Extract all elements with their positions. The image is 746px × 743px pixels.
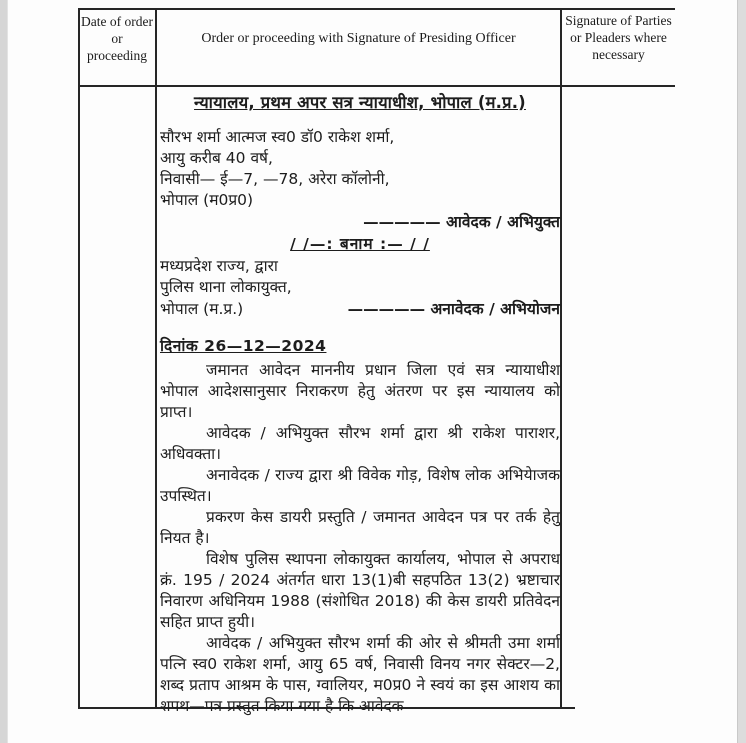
signature-column-empty bbox=[563, 90, 673, 705]
applicant-line: निवासी— ई—7, —78, अरेरा कॉलोनी, bbox=[160, 170, 390, 188]
table-header-bottom-border bbox=[78, 85, 675, 87]
header-date-of-order: Date of order or proceeding bbox=[81, 14, 153, 63]
order-paragraph: आवेदक / अभियुक्त सौरभ शर्मा की ओर से श्रीमती उमा शर्मा पत्नि स्व0 राकेश शर्मा, आयु 65 वर्ष, निवासी विनय नगर सेक्टर—2, शब्द प्रताप आश्रम के पास, ग्वालियर, म0प्र0 ने स्वयं का इस आशय का शपथ—पत्र प्रस्तुत किया गया है कि आवेदक bbox=[160, 634, 560, 715]
respondent-city-row bbox=[160, 298, 560, 321]
respondent-line: मध्यप्रदेश राज्य, द्वारा bbox=[160, 257, 278, 275]
applicant-line: भोपाल (म0प्र0) bbox=[160, 191, 254, 209]
order-paragraph: आवेदक / अभियुक्त सौरभ शर्मा द्वारा श्री राकेश पाराशर, अधिवक्ता। bbox=[160, 424, 560, 463]
order-paragraph: विशेष पुलिस स्थापना लोकायुक्त कार्यालय, भोपाल से अपराध क्रं. 195 / 2024 अंतर्गत धारा 13(1)बी सहपठित 13(2) भ्रष्टाचार निवारण अधिनियम 1988 (संशोधित 2018) की केस डायरी प्रतिवेदन सहित प्राप्त हुयी। bbox=[160, 550, 560, 631]
respondent-city: भोपाल (म.प्र.) bbox=[160, 300, 244, 318]
header-signature-of-parties: Signature of Parties or Pleaders where necessary bbox=[565, 13, 672, 62]
header-order-or-proceeding: Order or proceeding with Signature of Presiding Officer bbox=[201, 31, 516, 46]
order-date-heading: दिनांक 26—12—2024 bbox=[160, 337, 327, 355]
applicant-line: आयु करीब 40 वर्ष, bbox=[160, 149, 273, 167]
table-left-border bbox=[78, 8, 80, 709]
respondent-block bbox=[160, 256, 560, 298]
versus-heading: / /—: बनाम :— / / bbox=[290, 235, 430, 253]
court-title: न्यायालय, प्रथम अपर सत्र न्यायाधीश, भोपाल (म.प्र.) bbox=[194, 93, 526, 112]
scan-edge-left bbox=[0, 0, 8, 743]
order-paragraph: अनावेदक / राज्य द्वारा श्री विवेक गोड़, विशेष लोक अभियेाजक उपस्थित। bbox=[160, 466, 560, 505]
applicant-block bbox=[160, 127, 560, 211]
order-paragraph: जमानत आवेदन माननीय प्रधान जिला एवं सत्र न्यायाधीश भोपाल आदेशसानुसार निराकरण हेतु अंतरण पर इस न्यायालय को प्राप्त। bbox=[160, 361, 560, 421]
order-paragraphs bbox=[160, 360, 560, 717]
table-col2-divider bbox=[560, 8, 562, 709]
applicant-label: ————— आवेदक / अभियुक्त bbox=[363, 213, 560, 231]
applicant-line: सौरभ शर्मा आत्मज स्व0 डॉ0 राकेश शर्मा, bbox=[160, 128, 395, 146]
table-col1-divider bbox=[155, 8, 157, 709]
scan-edge-right bbox=[737, 0, 746, 743]
table-top-border bbox=[78, 8, 675, 10]
order-paragraph: प्रकरण केस डायरी प्रस्तुति / जमानत आवेदन पत्र पर तर्क हेतु नियत है। bbox=[160, 508, 560, 547]
respondent-label: ————— अनावेदक / अभियोजन bbox=[347, 300, 560, 318]
respondent-line: पुलिस थाना लोकायुक्त, bbox=[160, 278, 292, 296]
order-body bbox=[160, 90, 560, 717]
